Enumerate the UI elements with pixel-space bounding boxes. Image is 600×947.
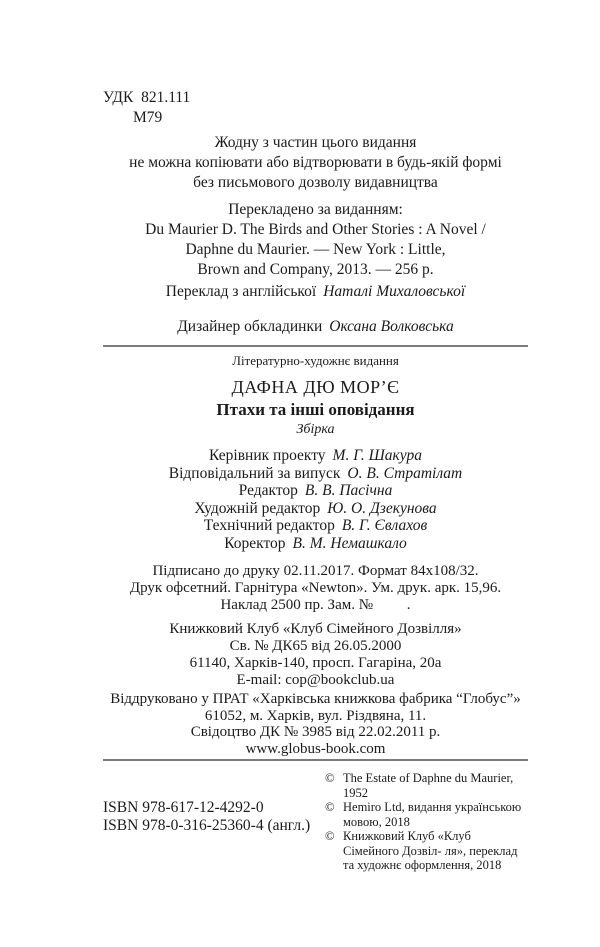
staff-name: В. Г. Євлахов xyxy=(341,517,428,534)
staff-role: Відповідальний за випуск xyxy=(168,464,341,482)
isbn-block xyxy=(103,771,310,835)
copyright-text-line xyxy=(343,800,528,829)
isbn-line: ISBN 978-617-12-4292-0 xyxy=(103,799,264,816)
staff-credits-block xyxy=(103,447,528,552)
content-column xyxy=(103,0,528,873)
notice-line: без письмового дозволу видавництва xyxy=(193,174,438,191)
edition-type-label: Літературно-художнє видання xyxy=(232,353,399,368)
copyright-line: The Estate of Daphne du Maurier, 1952 xyxy=(343,771,514,800)
staff-credit-row xyxy=(103,465,528,483)
staff-role: Коректор xyxy=(224,534,286,552)
copyright-symbol: © xyxy=(325,771,335,785)
section-divider xyxy=(103,759,528,761)
staff-name: В. В. Пасічна xyxy=(304,482,393,499)
cover-designer-name: Оксана Волковська xyxy=(329,318,454,335)
staff-credit-row xyxy=(103,447,528,465)
copyright-line: Hemiro Ltd, видання українською мовою, xyxy=(343,800,522,829)
book-title: Птахи та інші оповідання xyxy=(216,400,415,419)
source-edition-line: Brown and Company, 2013. — 256 p. xyxy=(197,261,434,278)
book-subtitle: Збірка xyxy=(296,422,335,437)
staff-name: М. Г. Шакура xyxy=(332,447,422,464)
staff-name: Ю. О. Дзекунова xyxy=(327,499,437,517)
translator-credit xyxy=(103,282,528,302)
udk-block xyxy=(103,88,528,128)
bottom-row xyxy=(103,771,528,873)
printer-name: Віддруковано у ПРАТ «Харківська книжкова фабрика “Глобус”» xyxy=(110,691,521,707)
copyright-line: 2018 xyxy=(384,814,410,829)
cover-designer-label: Дизайнер обкладинки xyxy=(177,318,323,335)
publisher-certificate: Св. № ДК65 від 26.05.2000 xyxy=(229,638,402,654)
source-edition-block xyxy=(103,200,528,280)
printer-address: 61052, м. Харків, вул. Різдвяна, 11. xyxy=(204,707,427,724)
staff-credit-row xyxy=(103,500,528,518)
publisher-block xyxy=(103,621,528,689)
cover-designer-credit xyxy=(103,317,528,337)
copyright-text-line xyxy=(343,829,528,873)
copyright-entry xyxy=(325,800,528,829)
udk-author-sign: М79 xyxy=(133,109,163,126)
copy-restriction-notice xyxy=(103,133,528,193)
copyright-block xyxy=(325,771,528,873)
staff-credit-row xyxy=(103,482,528,500)
copyright-line: Книжковий Клуб «Клуб Сімейного Дозвіл- xyxy=(343,829,471,858)
copyright-entry xyxy=(325,771,528,800)
print-details-line: Підписано до друку 02.11.2017. Формат 84х108/32. xyxy=(152,563,479,579)
staff-role: Технічний редактор xyxy=(203,517,335,534)
staff-role: Редактор xyxy=(238,482,298,499)
author-name-heading: ДАФНА ДЮ МОР’Є xyxy=(231,377,400,397)
staff-credit-row xyxy=(103,535,528,553)
source-edition-line: Du Maurier D. The Birds and Other Stories : A Novel / xyxy=(145,221,486,238)
section-divider xyxy=(103,345,528,347)
translator-name: Наталі Михаловської xyxy=(323,283,466,300)
print-details-block xyxy=(103,563,528,614)
source-edition-line: Daphne du Maurier. — New York : Little, xyxy=(185,241,446,258)
staff-credit-row xyxy=(103,517,528,535)
staff-name: В. М. Немашкало xyxy=(292,534,407,552)
staff-role: Керівник проекту xyxy=(209,447,326,464)
notice-line: Жодну з частин цього видання xyxy=(214,134,417,151)
print-details-line: Наклад 2500 пр. Зам. № . xyxy=(220,597,411,613)
copyright-symbol: © xyxy=(325,800,335,814)
publisher-address: 61140, Харків-140, просп. Гагаріна, 20а xyxy=(189,655,442,671)
printer-certificate: Свідоцтво ДК № 3985 від 22.02.2011 р. xyxy=(190,724,441,740)
copyright-symbol: © xyxy=(325,829,335,843)
printer-website: www.globus-book.com xyxy=(245,740,386,757)
staff-role: Художній редактор xyxy=(194,499,321,517)
copyright-line: ля», переклад та художнє оформлення, 2018 xyxy=(343,843,518,872)
print-details-line: Друк офсетний. Гарнітура «Newton». Ум. друк. арк. 15,96. xyxy=(129,580,502,596)
copyright-entry xyxy=(325,829,528,873)
udk-classification: УДК 821.111 xyxy=(103,89,191,106)
copyright-text-line xyxy=(343,771,528,800)
translator-credit-label: Переклад з англійської xyxy=(165,283,317,300)
notice-line: не можна копіювати або відтворювати в будь-якій формі xyxy=(129,154,502,171)
publisher-email: E-mail: cop@bookclub.ua xyxy=(236,672,395,688)
isbn-line: ISBN 978-0-316-25360-4 (англ.) xyxy=(103,817,311,834)
staff-name: О. В. Стратілат xyxy=(347,464,463,482)
publisher-name: Книжковий Клуб «Клуб Сімейного Дозвілля» xyxy=(169,621,462,637)
source-edition-heading: Перекладено за виданням: xyxy=(228,201,403,218)
printing-house-block xyxy=(103,691,528,757)
